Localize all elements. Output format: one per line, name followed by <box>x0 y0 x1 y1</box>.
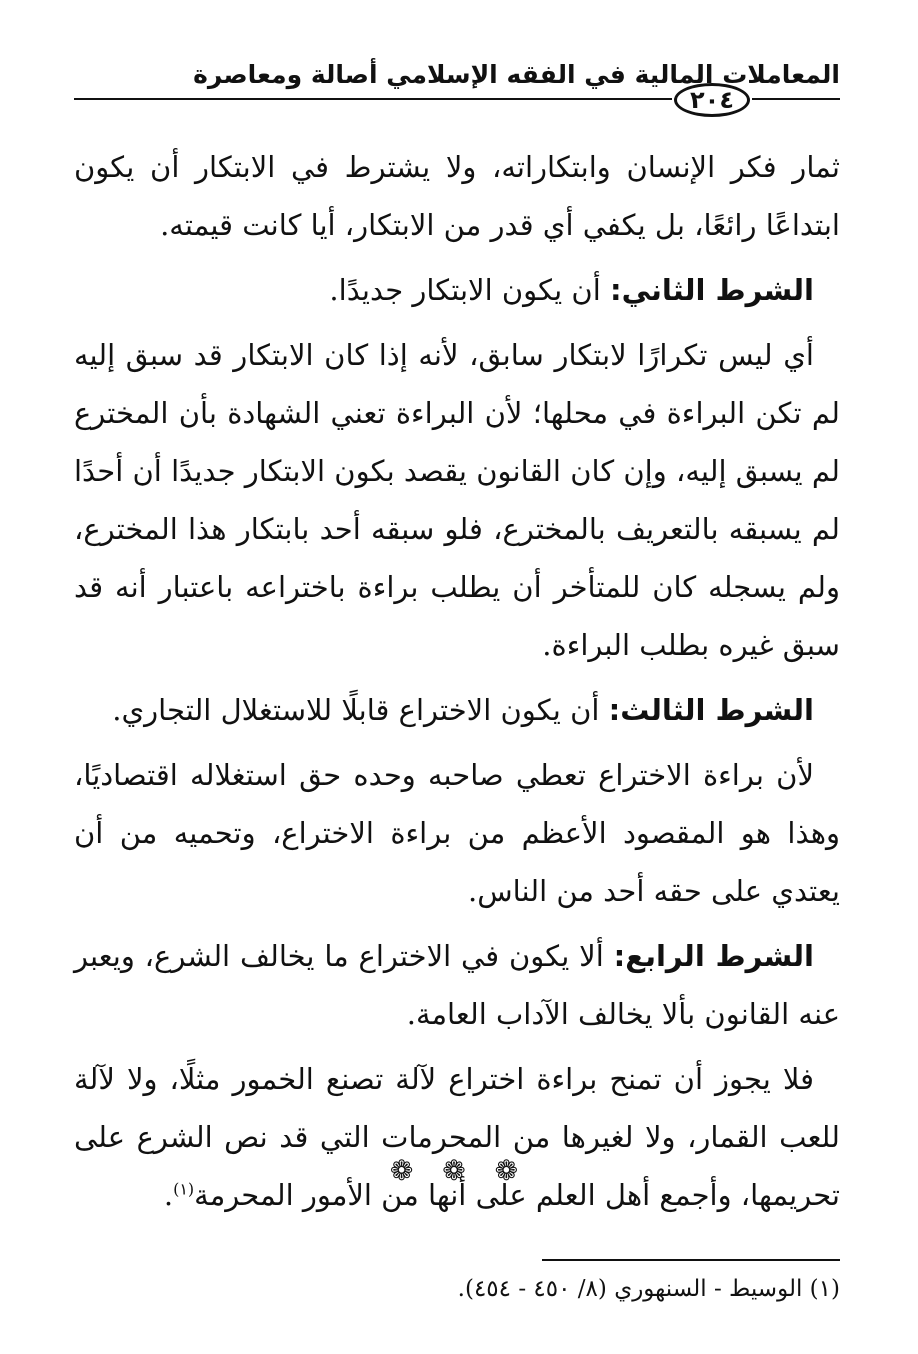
header-rule <box>74 98 672 100</box>
condition-paragraph <box>74 927 840 1043</box>
condition-heading: الشرط الرابع: <box>613 939 815 973</box>
paragraph: أي ليس تكرارًا لابتكار سابق، لأنه إذا كان الابتكار قد سبق إليه لم تكن البراءة في محلها؛ لأن البراءة تعني الشهادة بأن المخترع لم يسبق إليه، وإن كان القانون يقصد بكون الابتكار جديدًا أن أحدًا لم يسبقه بالتعريف بالمخترع، فلو سبقه أحد بابتكار هذا المخترع، ولم يسجله كان للمتأخر أن يطلب براءة باختراعه باعتبار أنه قد سبق غيره بطلب البراءة. <box>74 338 840 662</box>
condition-heading: الشرط الثالث: <box>608 693 814 727</box>
paragraph-text: فلا يجوز أن تمنح براءة اختراع لآلة تصنع الخمور مثلًا، ولا لآلة للعب القمار، ولا لغيرها من المحرمات التي قد نص الشرع على تحريمها، وأجمع أهل العلم على أنها من الأمور المحرمة <box>74 1062 840 1212</box>
condition-paragraph <box>74 681 840 739</box>
footnote-reference[interactable]: (١) <box>173 1179 195 1199</box>
paragraph <box>74 1050 840 1224</box>
running-title: المعاملات المالية في الفقه الإسلامي أصالة ومعاصرة <box>193 60 840 89</box>
condition-text: أن يكون الاختراع قابلًا للاستغلال التجاري. <box>112 693 609 727</box>
page-number: ٢٠٤ <box>674 83 750 117</box>
section-divider-ornament: ❁ ❁ ❁ <box>389 1154 529 1187</box>
footnote-rule <box>542 1259 840 1261</box>
condition-heading: الشرط الثاني: <box>610 273 814 307</box>
condition-text: ألا يكون في الاختراع ما يخالف الشرع، ويعبر عنه القانون بألا يخالف الآداب العامة. <box>74 939 840 1031</box>
footnote: (١) الوسيط - السنهوري (٨/ ٤٥٠ - ٤٥٤). <box>457 1276 840 1302</box>
paragraph: لأن براءة الاختراع تعطي صاحبه وحده حق استغلاله اقتصاديًا، وهذا هو المقصود الأعظم من براءة الاختراع، وتحميه من أن يعتدي على حقه أحد من الناس. <box>74 758 840 908</box>
header-rule <box>752 98 840 100</box>
body-text <box>74 138 840 1231</box>
condition-text: أن يكون الابتكار جديدًا. <box>329 273 611 307</box>
condition-paragraph <box>74 261 840 319</box>
paragraph: ثمار فكر الإنسان وابتكاراته، ولا يشترط في الابتكار أن يكون ابتداعًا رائعًا، بل يكفي أي قدر من الابتكار، أيا كانت قيمته. <box>74 150 840 242</box>
paragraph-end: . <box>163 1178 174 1212</box>
